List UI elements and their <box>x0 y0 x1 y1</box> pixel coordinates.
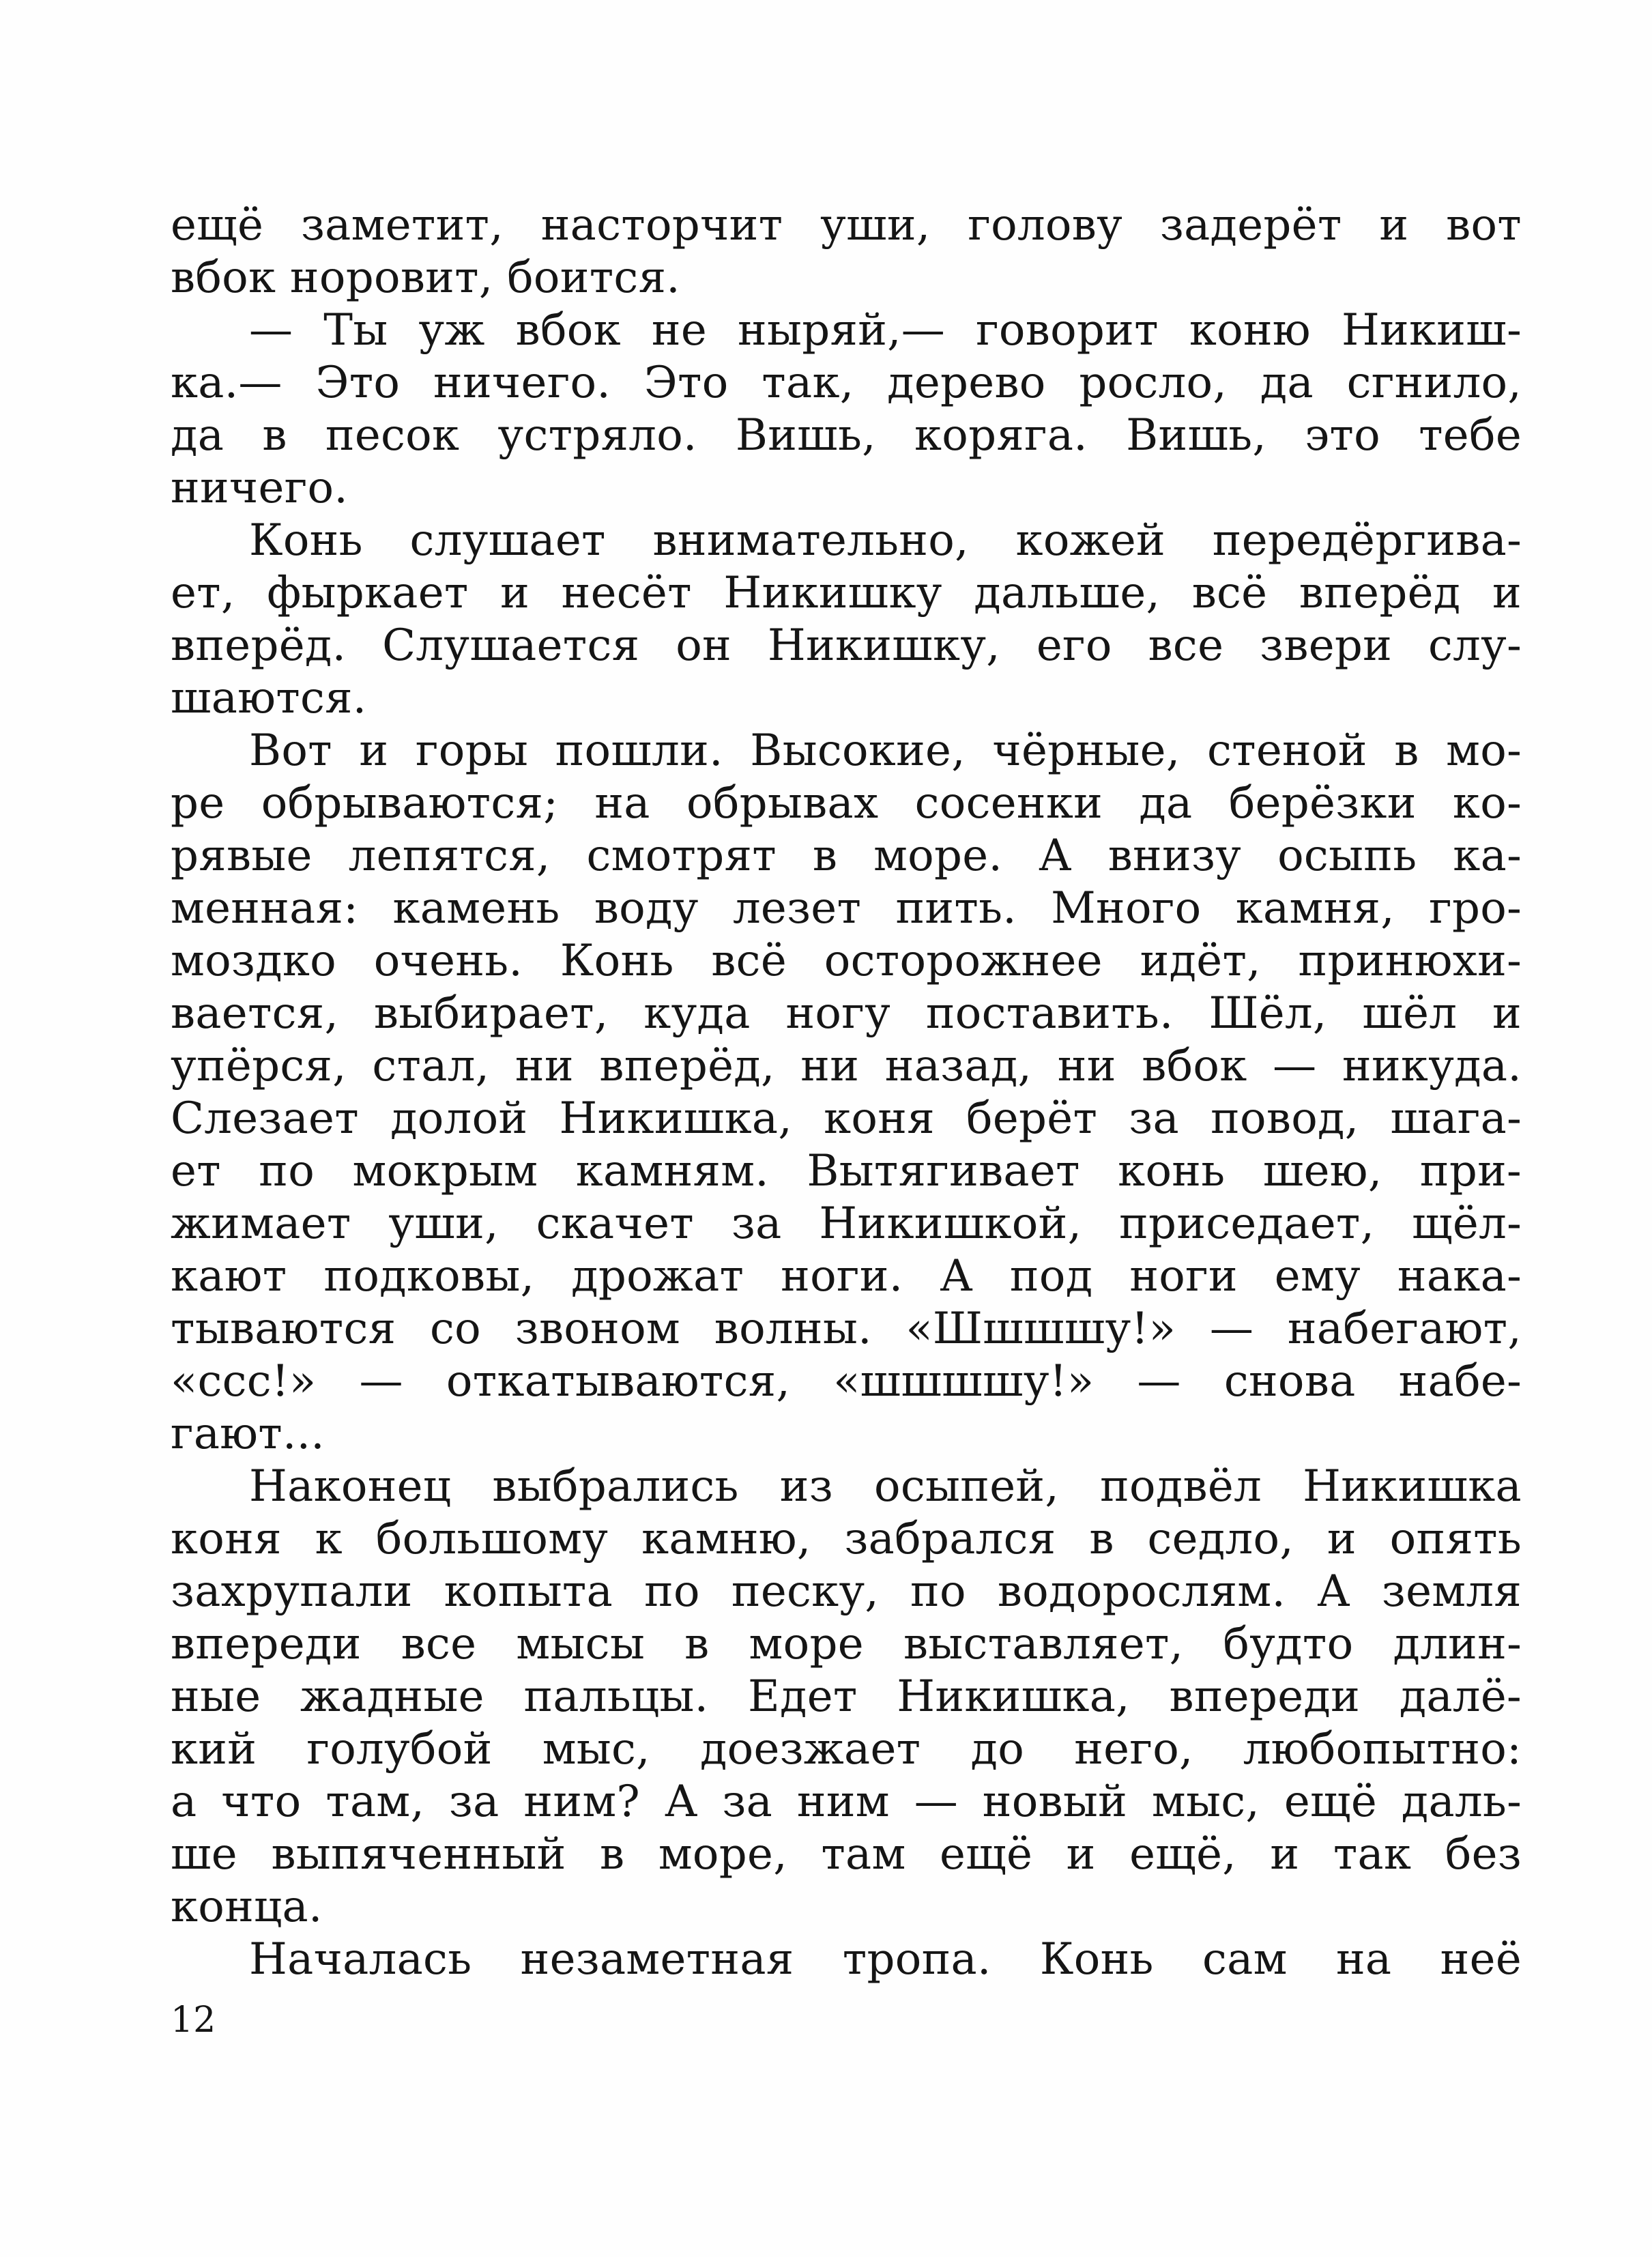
text-line: жимает уши, скачет за Никишкой, приседает, щёл- <box>171 1198 1522 1249</box>
text-line: моздко очень. Конь всё осторожнее идёт, принюхи- <box>171 936 1522 986</box>
text-line: а что там, за ним? А за ним — новый мыс, ещё даль- <box>171 1777 1522 1827</box>
paragraph <box>171 515 1522 725</box>
paragraph <box>171 199 1522 304</box>
text-line: гают... <box>171 1409 325 1459</box>
text-line: впереди все мысы в море выставляет, будто длин- <box>171 1619 1522 1669</box>
text-line: ещё заметит, насторчит уши, голову задерёт и вот <box>171 200 1522 250</box>
text-line: тываются со звоном волны. «Шшшшу!» — набегают, <box>171 1304 1522 1354</box>
text-line: Конь слушает внимательно, кожей передёргива- <box>249 515 1522 566</box>
text-line: ре обрываются; на обрывах сосенки да берёзки ко- <box>171 778 1522 829</box>
text-line: конца. <box>171 1882 323 1932</box>
text-line: ные жадные пальцы. Едет Никишка, впереди далё- <box>171 1671 1522 1722</box>
text-line: кий голубой мыс, доезжает до него, любопытно: <box>171 1724 1522 1774</box>
text-line: вается, выбирает, куда ногу поставить. Шёл, шёл и <box>171 988 1522 1039</box>
text-line: вперёд. Слушается он Никишку, его все звери слу- <box>171 620 1522 671</box>
text-line: ет, фыркает и несёт Никишку дальше, всё вперёд и <box>171 568 1522 618</box>
paragraph <box>171 1461 1522 1933</box>
text-line: ка.— Это ничего. Это так, дерево росло, да сгнило, <box>171 358 1522 408</box>
text-line: кают подковы, дрожат ноги. А под ноги ему нака- <box>171 1251 1522 1302</box>
text-line: ет по мокрым камням. Вытягивает конь шею, при- <box>171 1146 1522 1196</box>
text-line: коня к большому камню, забрался в седло, и опять <box>171 1514 1522 1564</box>
text-line: Началась незаметная тропа. Конь сам на неё <box>249 1934 1522 1985</box>
paragraph <box>171 1933 1522 1986</box>
text-line: упёрся, стал, ни вперёд, ни назад, ни вбок — никуда. <box>171 1041 1522 1091</box>
text-line: Вот и горы пошли. Высокие, чёрные, стеной в мо- <box>249 725 1522 776</box>
text-line: Слезает долой Никишка, коня берёт за повод, шага- <box>171 1093 1522 1144</box>
text-line: да в песок устряло. Вишь, коряга. Вишь, это тебе <box>171 410 1522 461</box>
text-line: ше выпяченный в море, там ещё и ещё, и так без <box>171 1829 1522 1880</box>
text-line: шаются. <box>171 673 367 723</box>
page-number: 12 <box>171 2000 216 2041</box>
paragraph <box>171 304 1522 515</box>
text-line: Наконец выбрались из осыпей, подвёл Никишка <box>249 1461 1522 1512</box>
body-text <box>171 199 1522 1986</box>
text-line: вбок норовит, боится. <box>171 253 680 303</box>
text-line: менная: камень воду лезет пить. Много камня, гро- <box>171 883 1522 934</box>
text-line: — Ты уж вбок не ныряй,— говорит коню Никиш- <box>249 305 1522 356</box>
text-line: рявые лепятся, смотрят в море. А внизу осыпь ка- <box>171 831 1522 881</box>
text-line: ничего. <box>171 463 349 513</box>
text-line: захрупали копыта по песку, по водорослям. А земля <box>171 1566 1522 1617</box>
paragraph <box>171 725 1522 1461</box>
text-line: «ссс!» — откатываются, «шшшшу!» — снова набе- <box>171 1356 1522 1407</box>
